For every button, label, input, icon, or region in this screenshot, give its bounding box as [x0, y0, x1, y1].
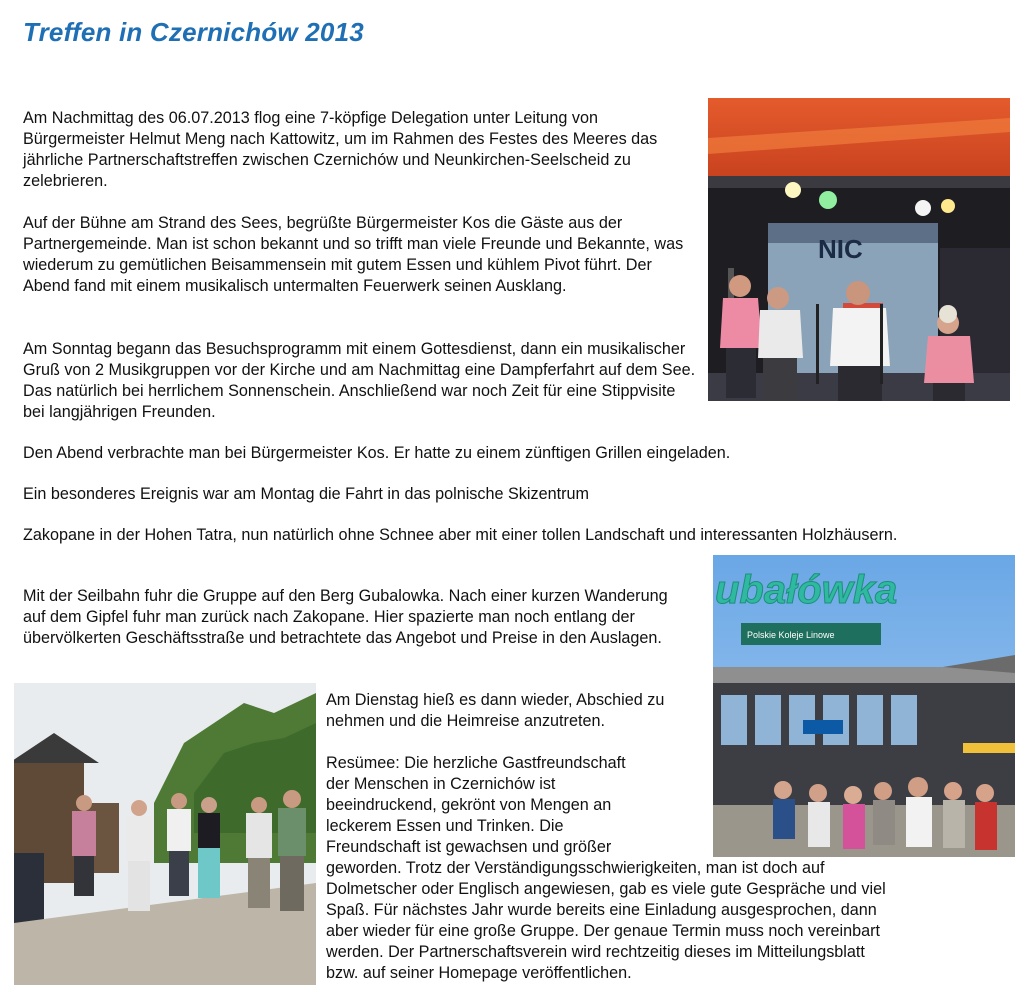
gubalowka-station-photo [713, 555, 1015, 857]
resumee-line: Freundschaft ist gewachsen und größer [326, 838, 612, 856]
resumee-line: aber wieder für eine große Gruppe. Der genaue Termin muss noch vereinbart [326, 922, 880, 940]
resumee-line: geworden. Trotz der Verständigungsschwierigkeiten, man ist doch auf [326, 859, 825, 877]
resumee-line: werden. Der Partnerschaftsverein wird rechtzeitig dieses im Mitteilungsblatt [326, 943, 865, 961]
resumee-line: beeindruckend, gekrönt von Mengen an [326, 796, 612, 814]
resumee-line: Spaß. Für nächstes Jahr wurde bereits eine Einladung ausgesprochen, dann [326, 901, 877, 919]
paragraph-stage-welcome: Auf der Bühne am Strand des Sees, begrüßte Bürgermeister Kos die Gäste aus der Partnergemeinde. Man ist schon bekannt und so trifft man viele Freunde und Bekannte, was wiederum zu gemütlichen Beisammensein mit gutem Essen und kühlem Pivot führt. Der Abend fand mit einem musikalisch untermalten Feuerwerk seinen Ausklang. [23, 214, 684, 295]
resumee-line: Resümee: Die herzliche Gastfreundschaft [326, 754, 626, 772]
paragraph-gubalowka: Mit der Seilbahn fuhr die Gruppe auf den Berg Gubalowka. Nach einer kurzen Wanderung auf dem Gipfel fuhr man zurück nach Zakopane. Hier spazierte man noch entlang der übervölkerten Geschäftsstraße und betrachtete das Angebot und Preise in den Auslagen. [23, 587, 668, 647]
station-sign-text: ubałówka [715, 568, 898, 612]
walking-group-photo [14, 683, 316, 985]
paragraph-arrival: Am Nachmittag des 06.07.2013 flog eine 7-köpfige Delegation unter Leitung von Bürgermeister Helmut Meng nach Kattowitz, um im Rahmen des Festes des Meeres das jährliche Partnerschaftstreffen zwischen Czernichów und Neunkirchen-Seelscheid zu zelebrieren. [23, 109, 658, 190]
resumee-line: Dolmetscher oder Englisch angewiesen, gab es viele gute Gespräche und viel [326, 880, 886, 898]
paragraph-departure: Am Dienstag hieß es dann wieder, Abschied zu nehmen und die Heimreise anzutreten. [326, 691, 665, 730]
article-title: Treffen in Czernichów 2013 [23, 17, 364, 47]
stage-banner-text: NIC [818, 234, 863, 264]
paragraph-sunday: Am Sonntag begann das Besuchsprogramm mit einem Gottesdienst, dann ein musikalischer Gruß von 2 Musikgruppen vor der Kirche und am Nachmittag eine Dampferfahrt auf dem See. Das natürlich bei herrlichem Sonnenschein. Anschließend war noch Zeit für eine Stippvisite bei langjährigen Freunden. [23, 340, 696, 421]
resumee-line: bzw. auf seiner Homepage veröffentlichen. [326, 964, 632, 982]
paragraph-evening: Den Abend verbrachte man bei Bürgermeister Kos. Er hatte zu einem zünftigen Grillen eingeladen. [23, 444, 731, 462]
paragraph-zakopane: Zakopane in der Hohen Tatra, nun natürlich ohne Schnee aber mit einer tollen Landschaft und interessanten Holzhäusern. [23, 526, 898, 544]
station-sub-sign: Polskie Koleje Linowe [747, 630, 835, 640]
resumee-line: der Menschen in Czernichów ist [326, 775, 556, 793]
resumee-line: leckerem Essen und Trinken. Die [326, 817, 564, 835]
stage-photo [708, 98, 1010, 401]
paragraph-monday: Ein besonderes Ereignis war am Montag die Fahrt in das polnische Skizentrum [23, 485, 589, 503]
